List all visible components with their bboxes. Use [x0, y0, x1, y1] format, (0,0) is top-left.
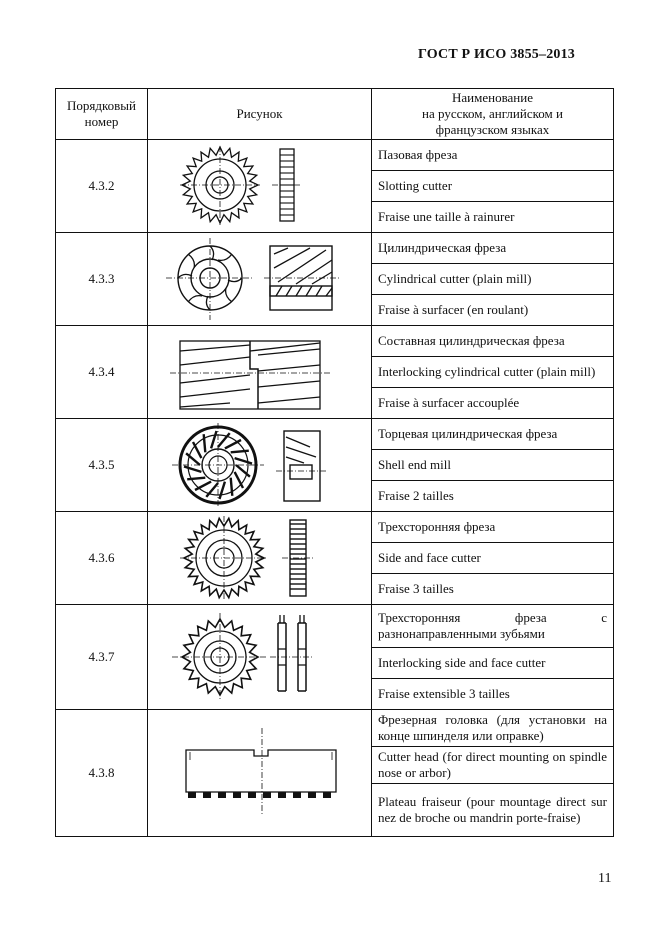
row-number: 4.3.4 — [56, 326, 148, 419]
interlocking-side-face-cutter-figure — [148, 605, 372, 710]
name-en: Interlocking side and face cutter — [372, 648, 614, 679]
name-en: Side and face cutter — [372, 543, 614, 574]
standard-header: ГОСТ Р ИСО 3855–2013 — [417, 47, 575, 62]
table-row — [56, 326, 614, 357]
table-row — [56, 605, 614, 648]
name-fr: Fraise extensible 3 tailles — [372, 679, 614, 710]
name-en: Interlocking cylindrical cutter (plain mill) — [372, 357, 614, 388]
side-and-face-cutter-figure — [148, 512, 372, 605]
table-row — [56, 233, 614, 264]
col-header-name-line1: Наименование — [452, 90, 533, 105]
table-row — [56, 140, 614, 171]
name-ru: Торцевая цилиндрическая фреза — [372, 419, 614, 450]
interlocking-cylindrical-cutter-figure — [148, 326, 372, 419]
row-number: 4.3.5 — [56, 419, 148, 512]
name-en: Slotting cutter — [372, 171, 614, 202]
slotting-cutter-figure — [148, 140, 372, 233]
name-ru: Фрезерная головка (для установки на конце шпинделя или оправке) — [372, 710, 614, 747]
row-number: 4.3.6 — [56, 512, 148, 605]
col-header-number: Порядковый номер — [56, 89, 148, 140]
table-row — [56, 419, 614, 450]
cutter-head-figure — [148, 710, 372, 837]
name-en: Shell end mill — [372, 450, 614, 481]
table-row — [56, 512, 614, 543]
name-fr: Plateau fraiseur (pour mountage direct sur nez de broche ou mandrin porte-fraise) — [372, 784, 614, 837]
page-number: 11 — [598, 871, 612, 886]
row-number: 4.3.2 — [56, 140, 148, 233]
col-header-figure: Рисунок — [148, 89, 372, 140]
name-fr: Fraise 3 tailles — [372, 574, 614, 605]
name-ru: Пазовая фреза — [372, 140, 614, 171]
name-fr: Fraise à surfacer (en roulant) — [372, 295, 614, 326]
terms-table — [55, 88, 614, 837]
row-number: 4.3.3 — [56, 233, 148, 326]
name-fr: Fraise 2 tailles — [372, 481, 614, 512]
row-number: 4.3.7 — [56, 605, 148, 710]
cylindrical-cutter-figure — [148, 233, 372, 326]
col-header-name — [372, 89, 614, 140]
name-en: Cutter head (for direct mounting on spindle nose or arbor) — [372, 747, 614, 784]
row-number: 4.3.8 — [56, 710, 148, 837]
name-en: Cylindrical cutter (plain mill) — [372, 264, 614, 295]
name-fr: Fraise à surfacer accouplée — [372, 388, 614, 419]
table-header-row — [56, 89, 614, 140]
table-row — [56, 710, 614, 747]
name-ru: Цилиндрическая фреза — [372, 233, 614, 264]
col-header-name-line3: французском языках — [435, 122, 550, 137]
col-header-name-line2: на русском, английском и — [422, 106, 563, 121]
name-ru: Составная цилиндрическая фреза — [372, 326, 614, 357]
shell-end-mill-figure — [148, 419, 372, 512]
name-ru: Трехсторонняя фреза — [372, 512, 614, 543]
name-fr: Fraise une taille à rainurer — [372, 202, 614, 233]
name-ru: Трехсторонняя фреза с разнонаправленными зубьями — [372, 605, 614, 648]
